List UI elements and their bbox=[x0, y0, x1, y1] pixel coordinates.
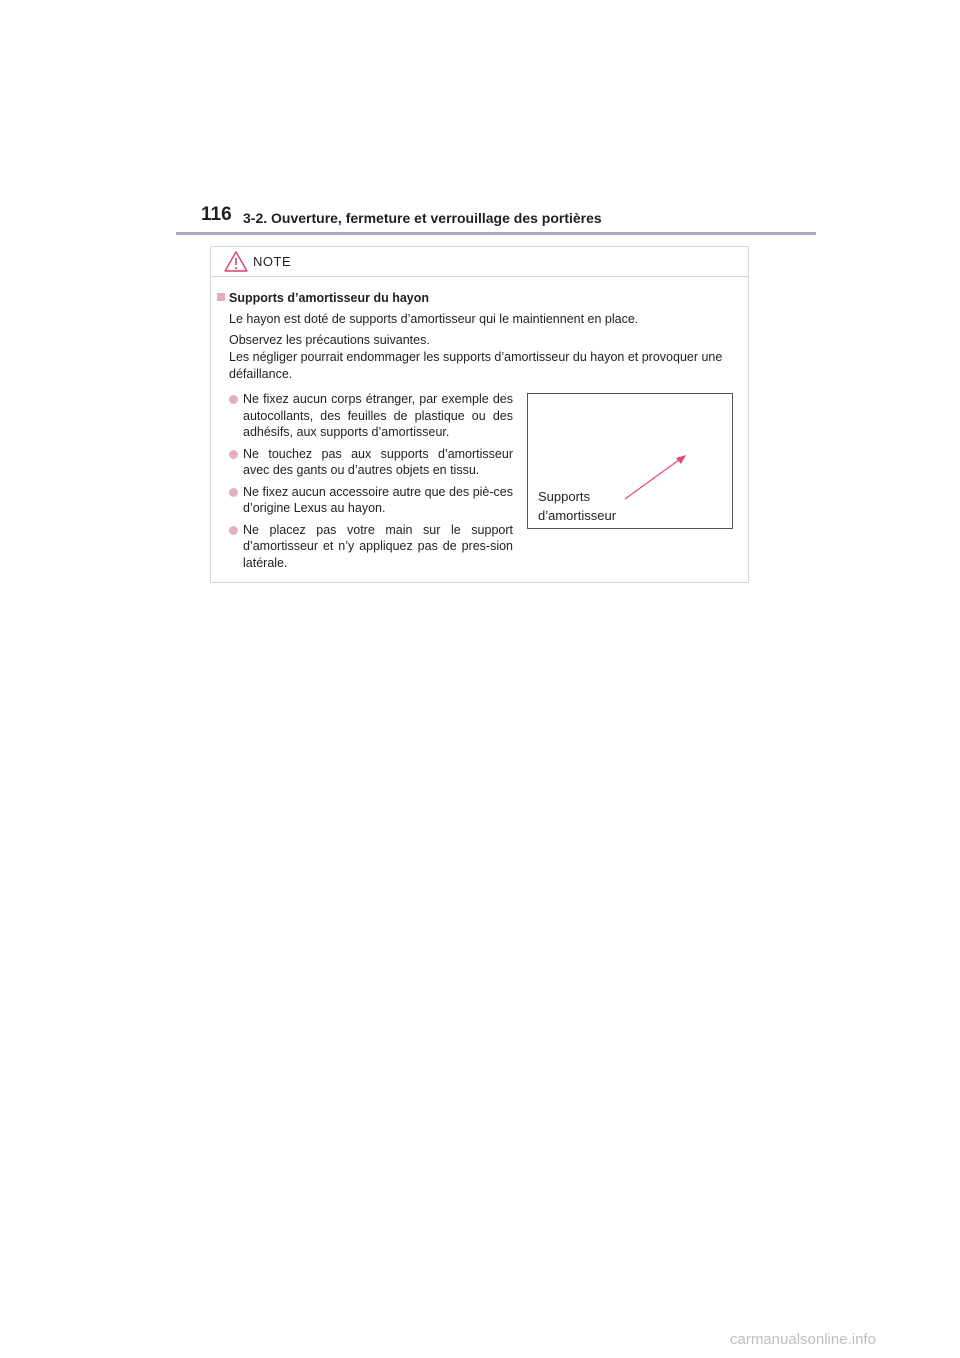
bullet-dot-icon bbox=[229, 395, 238, 404]
bullet-dot-icon bbox=[229, 488, 238, 497]
note-box bbox=[210, 246, 749, 583]
section-title-text: Supports d’amortisseur du hayon bbox=[229, 291, 430, 305]
paragraph-precautions bbox=[229, 332, 741, 383]
paragraph-precautions-line2: Les négliger pourrait endommager les supports d’amortisseur du hayon et provoquer une défaillance. bbox=[229, 350, 723, 381]
section-title bbox=[217, 291, 429, 305]
paragraph-precautions-line1: Observez les précautions suivantes. bbox=[229, 333, 430, 347]
list-item-text: Ne fixez aucun accessoire autre que des piè-ces d’origine Lexus au hayon. bbox=[243, 484, 513, 515]
note-header bbox=[211, 247, 748, 277]
chapter-title: 3-2. Ouverture, fermeture et verrouillage des portières bbox=[243, 210, 602, 226]
bullet-dot-icon bbox=[229, 450, 238, 459]
list-item bbox=[229, 391, 513, 441]
page-number: 116 bbox=[201, 204, 232, 225]
list-item bbox=[229, 522, 513, 572]
bullet-dot-icon bbox=[229, 526, 238, 535]
figure-label-line2: d’amortisseur bbox=[538, 508, 617, 523]
shock-support-figure bbox=[527, 393, 733, 529]
list-item-text: Ne fixez aucun corps étranger, par exemple des autocollants, des feuilles de plastique ou des adhésifs, aux supports d’amortisseur. bbox=[243, 392, 513, 439]
warning-triangle-icon bbox=[224, 251, 248, 272]
page-header bbox=[176, 204, 816, 236]
watermark: carmanualsonline.info bbox=[730, 1331, 876, 1348]
list-item bbox=[229, 484, 513, 517]
list-item-text: Ne placez pas votre main sur le support d’amortisseur et n’y appliquez pas de pres-sion latérale. bbox=[243, 522, 513, 570]
precautions-list bbox=[229, 391, 513, 576]
header-rule bbox=[176, 232, 816, 235]
list-item-text: Ne touchez pas aux supports d’amortisseur avec des gants ou d’autres objets en tissu. bbox=[243, 446, 513, 477]
note-title: NOTE bbox=[253, 254, 292, 269]
figure-label-line1: Supports bbox=[538, 489, 591, 504]
list-item bbox=[229, 446, 513, 479]
figure-label bbox=[538, 487, 616, 525]
section-square-icon bbox=[217, 293, 225, 301]
paragraph-intro: Le hayon est doté de supports d’amortisseur qui le maintiennent en place. bbox=[229, 312, 639, 326]
